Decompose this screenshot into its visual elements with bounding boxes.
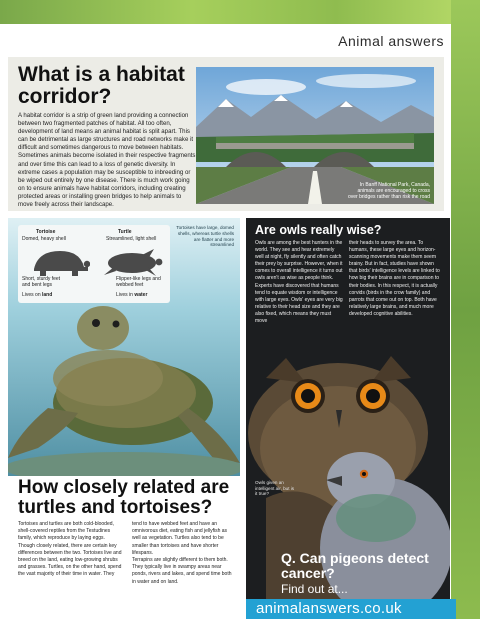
diagram-caption: Tortoises have large, domed shells, whereas turtle shells are flatter and more streamlined — [176, 225, 234, 248]
website-link[interactable]: animalanswers.co.uk — [256, 600, 402, 617]
owl-title: Are owls really wise? — [255, 223, 382, 237]
pigeon-question: Q. Can pigeons detect cancer? — [281, 550, 429, 581]
find-out-label: Find out at... — [281, 582, 348, 596]
habitat-title: What is a habitat corridor? — [18, 63, 185, 108]
green-frame-top — [0, 0, 480, 24]
tortoise-shell-label: Domed, heavy shell — [22, 236, 66, 242]
turtle-body-col1: Tortoises and turtles are both cold-blooded, shell-covered reptiles from the Testudines family, which reproduce by laying eggs. Though closely related, there are certain key differences between the two. Tortoises live and breed on the land, eating low-growing shrubs and grasses. Turtles, on the other hand, spend the vast majority of their time in water. They — [18, 521, 122, 578]
turtle-title: How closely related are turtles and tortoises? — [18, 477, 230, 518]
owl-body-col1: Owls are among the best hunters in the world. They see and hear extremely well at night, fly silently and often catch their prey by surprise. However, when it comes to overall intelligence it turns out owls aren't as wise as people think. Experts have discovered that humans tend to equate wisdom or intelligence with large eyes. Owls' eyes are very big relative to their head size and they are also fixed, which means they must move — [255, 240, 343, 325]
tortoise-habitat-label — [22, 292, 52, 298]
habitat-body: A habitat corridor is a strip of green land providing a connection between two fragmented patches of habitat. All too often, development of land means an animal habitat is split apart. This can be detrimental as large structures and road networks make it difficult and sometimes dangerous to move between habitats. Sometimes animals become isolated in their respective fragments and over time this can lead to a loss of genetic diversity. In extreme cases a population may be susceptible to inbreeding or be wiped out entirely by one disease. There is much work going on to ensure animals have habitat corridors, including creating protected areas or installing green bridges to help animals to move freely across their landscape. — [18, 112, 196, 209]
owl-body-col2: their heads to survey the area. To humans, these large eyes and horizon-scanning movements make them seem brainy. But in fact, studies have shown that birds' intelligence levels are linked to how big their brains are in comparison to their bodies. In this respect, it is actually corvids (birds in the crow family) and parrots that come out on top. Both have relatively large brains, and much more developed cognitive abilities. — [349, 240, 440, 317]
turtle-label: Turtle — [118, 229, 132, 235]
turtle-legs-label: Flipper-like legs and webbed feet — [116, 276, 161, 288]
turtle-body-col2: tend to have webbed feet and have an omnivorous diet, eating fish and jellyfish as well as vegetation. Turtles also tend to be smaller than tortoises and have shorter lifespans. Terrapins are slightly different to them both. They typically live in swampy areas near ponds, rivers and lakes, and spend time both in water and on land. — [132, 521, 232, 585]
bridge-photo-caption: In Banff National Park, Canada, animals are encouraged to cross over bridges rather than risk the road — [348, 182, 430, 200]
tortoise-legs-label: Short, sturdy feet and bent legs — [22, 276, 61, 288]
tortoise-habitat-value: land — [42, 292, 53, 298]
section-title: Animal answers — [338, 33, 444, 49]
turtle-habitat-label — [116, 292, 147, 298]
green-frame-right — [451, 0, 480, 619]
tortoise-vs-turtle-diagram — [18, 225, 170, 303]
turtle-shell-label: Streamlined, light shell — [106, 236, 157, 242]
turtle-habitat-prefix: Lives in — [116, 292, 135, 298]
turtle-silhouette — [102, 247, 164, 277]
tortoise-habitat-prefix: Lives on — [22, 292, 43, 298]
tortoise-label: Tortoise — [36, 229, 56, 235]
turtle-habitat-value: water — [134, 292, 148, 298]
tortoise-silhouette — [28, 247, 90, 277]
owl-caption: Owls given an intelligent air, but is it true? — [255, 480, 295, 497]
